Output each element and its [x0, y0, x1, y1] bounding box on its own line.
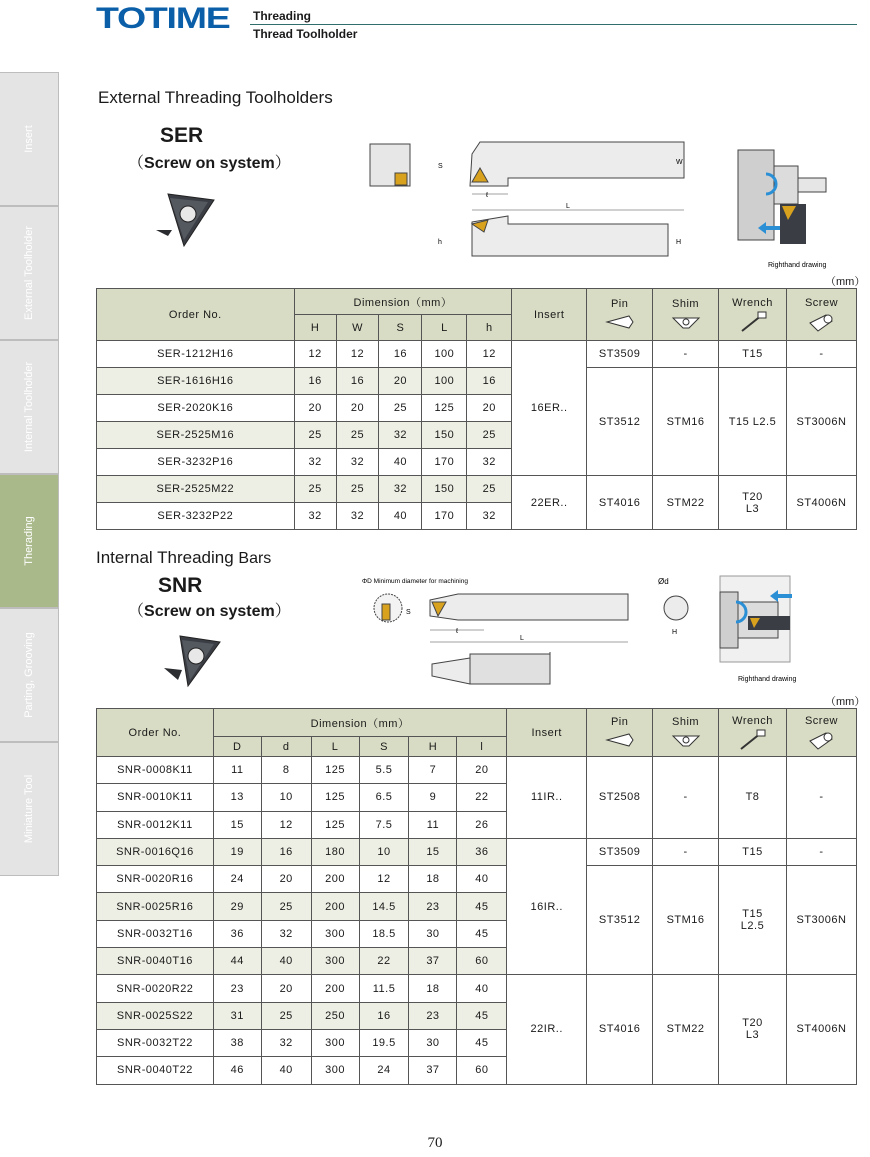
ser-col-H: H [294, 315, 336, 341]
dimension-cell: 18.5 [359, 920, 409, 947]
dimension-cell: 32 [379, 476, 422, 503]
dimension-cell: 13 [213, 784, 261, 811]
ser-insert-image [150, 190, 218, 248]
snr-header-pin: Pin [587, 709, 653, 757]
ser-label-L: L [566, 203, 570, 210]
dimension-cell: 40 [457, 866, 507, 893]
table-row [97, 838, 857, 865]
table-row [97, 975, 857, 1002]
wrench-line-1: T15 [742, 908, 763, 921]
dimension-cell: 30 [409, 1029, 457, 1056]
ser-table [96, 288, 857, 530]
shim-part-cell: - [653, 838, 719, 865]
dimension-cell: 20 [379, 368, 422, 395]
dimension-cell: 180 [311, 838, 359, 865]
dimension-cell: 40 [379, 503, 422, 530]
snr-label-H: H [672, 629, 678, 636]
dimension-cell: 6.5 [359, 784, 409, 811]
side-tab-label: Insert [23, 125, 35, 153]
dimension-cell: 23 [409, 1002, 457, 1029]
dimension-cell: 23 [213, 975, 261, 1002]
snr-col-H: H [409, 737, 457, 757]
dimension-cell: 100 [422, 368, 467, 395]
insert-cell: 11IR.. [507, 757, 587, 839]
screw-part-cell: ST3006N [786, 866, 856, 975]
table-row [97, 341, 857, 368]
insert-cell: 16ER.. [512, 341, 587, 476]
pin-part-cell: ST3509 [587, 838, 653, 865]
side-tab-label: Parting, Grooving [23, 632, 35, 718]
snr-system-label: （Screw on system） [128, 603, 291, 620]
dimension-cell: 32 [467, 503, 512, 530]
ser-header-pin: Pin [587, 289, 653, 341]
snr-col-L: L [311, 737, 359, 757]
ser-col-h: h [467, 315, 512, 341]
dimension-cell: 200 [311, 975, 359, 1002]
side-tab-miniature-tool[interactable] [0, 742, 59, 876]
snr-dimension-diagram [360, 572, 800, 687]
dimension-cell: 25 [261, 1002, 311, 1029]
dimension-cell: 38 [213, 1029, 261, 1056]
order-no-cell: SNR-0040T22 [97, 1057, 214, 1084]
dimension-cell: 25 [336, 476, 379, 503]
order-no-cell: SNR-0020R16 [97, 866, 214, 893]
shim-part-cell: STM16 [653, 866, 719, 975]
screw-part-cell: ST4006N [786, 476, 856, 530]
screw-part-cell: - [786, 757, 856, 839]
dimension-cell: 170 [422, 449, 467, 476]
dimension-cell: 11 [409, 811, 457, 838]
ser-col-W: W [336, 315, 379, 341]
dimension-cell: 16 [294, 368, 336, 395]
order-no-cell: SNR-0020R22 [97, 975, 214, 1002]
dimension-cell: 16 [467, 368, 512, 395]
snr-label-L: L [520, 635, 524, 642]
ser-header-order-no: Order No. [97, 289, 295, 341]
insert-cell: 22IR.. [507, 975, 587, 1084]
dimension-cell: 11.5 [359, 975, 409, 1002]
wrench-part-cell: T15 [719, 838, 787, 865]
pin-icon [603, 730, 637, 750]
ser-system-label: （Screw on system） [128, 155, 291, 172]
page-number: 70 [427, 1135, 443, 1151]
dimension-cell: 32 [294, 449, 336, 476]
dimension-cell: 40 [379, 449, 422, 476]
dimension-cell: 23 [409, 893, 457, 920]
dimension-cell: 12 [261, 811, 311, 838]
dimension-cell: 40 [261, 948, 311, 975]
order-no-cell: SNR-0040T16 [97, 948, 214, 975]
dimension-cell: 26 [457, 811, 507, 838]
dimension-cell: 24 [213, 866, 261, 893]
dimension-cell: 16 [379, 341, 422, 368]
side-tab-label: Internal Toolholder [23, 361, 35, 453]
side-tab-label: Miniature Tool [23, 774, 35, 844]
dimension-cell: 32 [336, 449, 379, 476]
dimension-cell: 25 [467, 422, 512, 449]
dimension-cell: 250 [311, 1002, 359, 1029]
pin-part-cell: ST4016 [587, 975, 653, 1084]
pin-part-cell: ST4016 [587, 476, 653, 530]
table-row [97, 757, 857, 784]
snr-header-shim: Shim [653, 709, 719, 757]
order-no-cell: SNR-0032T22 [97, 1029, 214, 1056]
dimension-cell: 7 [409, 757, 457, 784]
dimension-cell: 16 [336, 368, 379, 395]
shim-icon [669, 312, 703, 332]
order-no-cell: SER-1212H16 [97, 341, 295, 368]
screw-icon [804, 729, 838, 751]
snr-col-S: S [359, 737, 409, 757]
dimension-cell: 30 [409, 920, 457, 947]
dimension-cell: 18 [409, 975, 457, 1002]
order-no-cell: SNR-0008K11 [97, 757, 214, 784]
dimension-cell: 24 [359, 1057, 409, 1084]
insert-cell: 22ER.. [512, 476, 587, 530]
order-no-cell: SNR-0012K11 [97, 811, 214, 838]
dimension-cell: 12 [336, 341, 379, 368]
dimension-cell: 10 [261, 784, 311, 811]
wrench-line-2: L2.5 [740, 920, 765, 933]
dimension-cell: 32 [261, 1029, 311, 1056]
ser-col-S: S [379, 315, 422, 341]
snr-table-body [97, 757, 857, 1085]
wrench-part-cell [719, 476, 787, 530]
dimension-cell: 200 [311, 866, 359, 893]
dimension-cell: 125 [311, 757, 359, 784]
dimension-cell: 125 [422, 395, 467, 422]
snr-section-title: Internal Threading Bars [96, 548, 272, 567]
ser-label-w: W [676, 159, 683, 166]
dimension-cell: 170 [422, 503, 467, 530]
dimension-cell: 125 [311, 811, 359, 838]
snr-insert-image [158, 632, 226, 690]
ser-diagram-note: Righthand drawing [768, 262, 827, 269]
snr-model-name: SNR [158, 574, 203, 597]
dimension-cell: 20 [261, 975, 311, 1002]
dimension-cell: 300 [311, 948, 359, 975]
dimension-cell: 25 [294, 476, 336, 503]
dimension-cell: 15 [409, 838, 457, 865]
wrench-part-cell: T8 [719, 757, 787, 839]
dimension-cell: 32 [379, 422, 422, 449]
screw-part-cell: - [786, 341, 856, 368]
dimension-cell: 8 [261, 757, 311, 784]
dimension-cell: 36 [457, 838, 507, 865]
pin-part-cell: ST3509 [587, 341, 653, 368]
dimension-cell: 125 [311, 784, 359, 811]
dimension-cell: 15 [213, 811, 261, 838]
wrench-icon [735, 729, 769, 751]
order-no-cell: SNR-0025S22 [97, 1002, 214, 1029]
dimension-cell: 46 [213, 1057, 261, 1084]
dimension-cell: 20 [336, 395, 379, 422]
pin-part-cell: ST2508 [587, 757, 653, 839]
ser-label-H: H [676, 239, 682, 246]
shim-part-cell: - [653, 757, 719, 839]
screw-part-cell: - [786, 838, 856, 865]
dimension-cell: 45 [457, 1002, 507, 1029]
screw-part-cell: ST4006N [786, 975, 856, 1084]
side-tab-label: External Toolholder [23, 226, 35, 320]
dimension-cell: 25 [261, 893, 311, 920]
dimension-cell: 60 [457, 1057, 507, 1084]
table-row [97, 866, 857, 893]
dimension-cell: 19.5 [359, 1029, 409, 1056]
dimension-cell: 14.5 [359, 893, 409, 920]
side-tab-parting-grooving[interactable] [0, 608, 59, 742]
dimension-cell: 25 [467, 476, 512, 503]
snr-label-l-small: ℓ [456, 628, 459, 635]
dimension-cell: 150 [422, 422, 467, 449]
dimension-cell: 20 [294, 395, 336, 422]
dimension-cell: 45 [457, 893, 507, 920]
dimension-cell: 12 [467, 341, 512, 368]
pin-part-cell: ST3512 [587, 368, 653, 476]
side-tab-threading[interactable] [0, 474, 59, 608]
dimension-cell: 20 [457, 757, 507, 784]
snr-col-l: l [457, 737, 507, 757]
ser-label-l-small: ℓ [486, 192, 489, 199]
dimension-cell: 300 [311, 1057, 359, 1084]
pin-part-cell: ST3512 [587, 866, 653, 975]
dimension-cell: 25 [336, 422, 379, 449]
dimension-cell: 32 [336, 503, 379, 530]
brand-logo: TOTIME [96, 2, 230, 35]
order-no-cell: SER-2525M16 [97, 422, 295, 449]
wrench-part-cell [719, 975, 787, 1084]
dimension-cell: 18 [409, 866, 457, 893]
dimension-cell: 16 [261, 838, 311, 865]
dimension-cell: 40 [261, 1057, 311, 1084]
header-divider [250, 24, 857, 25]
ser-section-title: External Threading Toolholders [98, 88, 333, 107]
side-tab-insert[interactable] [0, 72, 59, 206]
ser-label-s: S [438, 163, 443, 170]
snr-label-d: Ød [658, 577, 669, 586]
table-row [97, 368, 857, 395]
dimension-cell: 25 [294, 422, 336, 449]
order-no-cell: SER-1616H16 [97, 368, 295, 395]
dimension-cell: 150 [422, 476, 467, 503]
snr-unit: （mm） [825, 696, 866, 708]
dimension-cell: 32 [467, 449, 512, 476]
dimension-cell: 45 [457, 1029, 507, 1056]
snr-table [96, 708, 857, 1085]
dimension-cell: 37 [409, 948, 457, 975]
order-no-cell: SER-2525M22 [97, 476, 295, 503]
snr-header-dimension: Dimension（mm） [213, 709, 506, 737]
order-no-cell: SNR-0032T16 [97, 920, 214, 947]
shim-part-cell: - [653, 341, 719, 368]
snr-diagram-note: Righthand drawing [738, 676, 797, 683]
snr-col-d: d [261, 737, 311, 757]
wrench-line-1: T20 [742, 490, 763, 503]
order-no-cell: SNR-0010K11 [97, 784, 214, 811]
ser-unit: （mm） [825, 276, 866, 288]
screw-part-cell: ST3006N [786, 368, 856, 476]
dimension-cell: 100 [422, 341, 467, 368]
side-tab-external-toolholder[interactable] [0, 206, 59, 340]
ser-dimension-diagram [368, 138, 858, 273]
dimension-cell: 22 [457, 784, 507, 811]
header-category: Threading [253, 9, 312, 23]
dimension-cell: 29 [213, 893, 261, 920]
side-tab-label: Therading [23, 516, 35, 566]
dimension-cell: 11 [213, 757, 261, 784]
pin-icon [603, 312, 637, 332]
dimension-cell: 37 [409, 1057, 457, 1084]
ser-model-name: SER [160, 124, 204, 147]
shim-part-cell: STM22 [653, 975, 719, 1084]
wrench-line-1: T20 [742, 1017, 763, 1030]
wrench-line-2: L3 [745, 502, 760, 515]
dimension-cell: 32 [294, 503, 336, 530]
snr-diagram-note-min: ΦD Minimum diameter for machining [362, 578, 468, 585]
dimension-cell: 36 [213, 920, 261, 947]
wrench-icon [736, 311, 770, 333]
order-no-cell: SNR-0016Q16 [97, 838, 214, 865]
dimension-cell: 22 [359, 948, 409, 975]
wrench-part-cell: T15 L2.5 [719, 368, 787, 476]
dimension-cell: 31 [213, 1002, 261, 1029]
table-row [97, 476, 857, 503]
snr-header-wrench: Wrench [719, 709, 787, 757]
insert-cell: 16IR.. [507, 838, 587, 974]
dimension-cell: 5.5 [359, 757, 409, 784]
dimension-cell: 60 [457, 948, 507, 975]
side-tab-internal-toolholder[interactable] [0, 340, 59, 474]
ser-header-wrench: Wrench [719, 289, 787, 341]
header-subcategory: Thread Toolholder [253, 27, 358, 41]
dimension-cell: 20 [467, 395, 512, 422]
dimension-cell: 300 [311, 920, 359, 947]
ser-table-body [97, 341, 857, 530]
ser-header-screw: Screw [786, 289, 856, 341]
snr-header-order-no: Order No. [97, 709, 214, 757]
dimension-cell: 32 [261, 920, 311, 947]
snr-col-D: D [213, 737, 261, 757]
order-no-cell: SNR-0025R16 [97, 893, 214, 920]
dimension-cell: 300 [311, 1029, 359, 1056]
dimension-cell: 12 [359, 866, 409, 893]
snr-header-insert: Insert [507, 709, 587, 757]
dimension-cell: 200 [311, 893, 359, 920]
snr-header-screw: Screw [786, 709, 856, 757]
order-no-cell: SER-2020K16 [97, 395, 295, 422]
wrench-line-2: L3 [745, 1029, 760, 1042]
dimension-cell: 20 [261, 866, 311, 893]
shim-part-cell: STM16 [653, 368, 719, 476]
shim-icon [669, 730, 703, 750]
dimension-cell: 19 [213, 838, 261, 865]
dimension-cell: 25 [379, 395, 422, 422]
dimension-cell: 9 [409, 784, 457, 811]
dimension-cell: 44 [213, 948, 261, 975]
ser-col-L: L [422, 315, 467, 341]
wrench-part-cell: T15 [719, 341, 787, 368]
ser-header-insert: Insert [512, 289, 587, 341]
dimension-cell: 16 [359, 1002, 409, 1029]
ser-header-shim: Shim [653, 289, 719, 341]
screw-icon [804, 311, 838, 333]
ser-label-h: h [438, 239, 442, 246]
dimension-cell: 7.5 [359, 811, 409, 838]
dimension-cell: 40 [457, 975, 507, 1002]
dimension-cell: 12 [294, 341, 336, 368]
ser-header-dimension: Dimension（mm） [294, 289, 512, 315]
snr-label-s: S [406, 609, 411, 616]
wrench-part-cell [719, 866, 787, 975]
order-no-cell: SER-3232P22 [97, 503, 295, 530]
dimension-cell: 45 [457, 920, 507, 947]
order-no-cell: SER-3232P16 [97, 449, 295, 476]
shim-part-cell: STM22 [653, 476, 719, 530]
dimension-cell: 10 [359, 838, 409, 865]
